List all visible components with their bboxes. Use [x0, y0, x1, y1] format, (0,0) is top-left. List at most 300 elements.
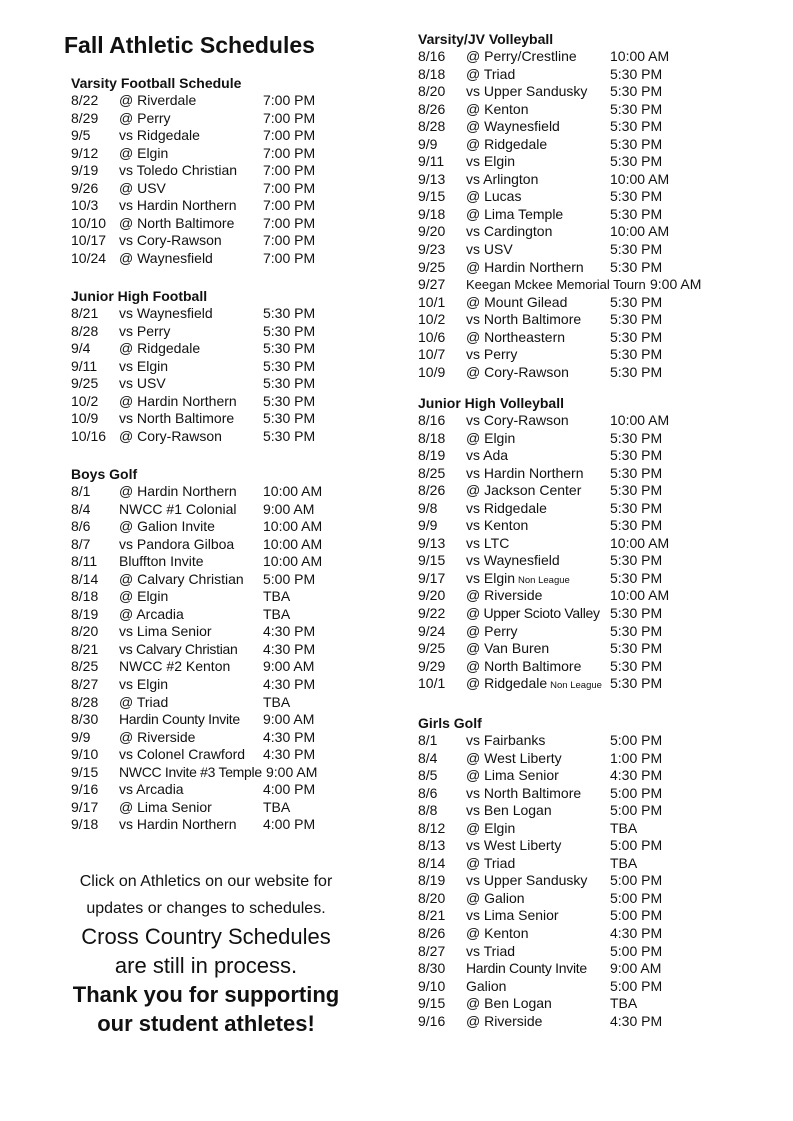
game-date: 10/1: [418, 293, 446, 310]
game-time: 5:30 PM: [610, 241, 663, 258]
game-opponent: [466, 623, 518, 641]
game-time: 5:30 PM: [263, 305, 316, 321]
cross-country-note-line2: are still in process.: [114, 953, 298, 978]
schedule-row: [71, 605, 291, 624]
game-date: 10/6: [418, 328, 446, 345]
opponent-name: @ Triad: [466, 854, 516, 871]
game-opponent: [466, 101, 528, 119]
schedule-row: [418, 83, 663, 101]
game-date: 8/21: [71, 305, 99, 321]
schedule-row: [418, 153, 663, 171]
opponent-name: vs Lima Senior: [119, 623, 212, 640]
game-time: 5:00 PM: [610, 889, 663, 906]
schedule-row: [418, 293, 663, 312]
varsity-volleyball-section: [418, 30, 702, 382]
game-time: TBA: [263, 693, 291, 710]
opponent-name: @ Riverside: [466, 1012, 543, 1029]
game-date: 10/2: [71, 392, 99, 409]
opponent-name: @ Galion: [466, 889, 525, 906]
opponent-name: vs Fairbanks: [466, 732, 546, 748]
opponent-name: vs Kenton: [466, 517, 529, 534]
schedule-row: [71, 109, 316, 128]
game-date: 9/11: [418, 153, 445, 170]
game-time: 9:00 AM: [650, 276, 702, 293]
opponent-name: @ Kenton: [466, 925, 529, 942]
schedule-row: [71, 763, 318, 782]
schedule-row: [418, 837, 663, 855]
game-opponent: [466, 837, 561, 855]
game-opponent: [466, 517, 528, 535]
game-time: 10:00 AM: [263, 553, 323, 570]
website-note-line1: Click on Athletics on our website for: [79, 873, 333, 890]
section-title: Boys Golf: [71, 465, 138, 482]
schedule-row: [71, 728, 316, 747]
game-date: 8/11: [71, 553, 98, 570]
game-time: 5:30 PM: [610, 482, 663, 499]
website-note-line2: updates or changes to schedules.: [86, 900, 326, 917]
opponent-name: @ Elgin: [466, 819, 516, 836]
game-opponent: [119, 606, 184, 624]
schedule-row: [71, 640, 316, 659]
game-date: 9/18: [71, 816, 99, 833]
game-time: 4:30 PM: [263, 728, 316, 745]
non-league-note: Non League: [550, 680, 602, 692]
schedule-row: [71, 553, 323, 571]
schedule-row: [418, 482, 663, 500]
game-date: 8/25: [71, 658, 99, 675]
game-time: 5:30 PM: [610, 499, 663, 516]
schedule-row: [418, 819, 638, 838]
game-time: 5:00 PM: [610, 942, 663, 959]
schedule-row: [418, 872, 663, 890]
opponent-name: vs Hardin Northern: [119, 197, 237, 214]
opponent-name: vs Perry: [119, 322, 171, 339]
game-opponent: [119, 571, 244, 589]
page-title: Fall Athletic Schedules: [64, 32, 315, 58]
game-opponent: [466, 907, 559, 925]
opponent-name: vs Elgin: [119, 357, 169, 374]
game-opponent: [466, 535, 509, 553]
opponent-name: vs Hardin Northern: [466, 464, 584, 481]
schedule-row: [418, 569, 663, 588]
game-date: 9/24: [418, 622, 446, 639]
opponent-name: vs Colonel Crawford: [119, 746, 246, 763]
game-opponent: [119, 711, 240, 729]
game-opponent: [119, 536, 234, 554]
game-time: 5:00 PM: [263, 570, 316, 587]
game-opponent: [466, 364, 569, 382]
schedule-row: [418, 276, 702, 294]
schedule-row: [71, 535, 323, 554]
non-league-note: Non League: [518, 574, 570, 586]
game-opponent: [466, 750, 562, 768]
game-opponent: [119, 92, 196, 110]
game-date: 9/19: [71, 162, 99, 179]
game-opponent: [466, 311, 581, 329]
game-date: 8/4: [418, 749, 438, 766]
game-time: 7:00 PM: [263, 162, 316, 179]
opponent-name: vs Upper Sandusky: [466, 83, 588, 100]
opponent-name: @ Lucas: [466, 188, 522, 205]
game-date: 10/9: [71, 410, 99, 427]
game-time: TBA: [263, 798, 291, 815]
game-time: 10:00 AM: [263, 518, 323, 535]
game-opponent: [466, 136, 547, 154]
game-time: 5:30 PM: [610, 605, 663, 622]
opponent-name: vs North Baltimore: [466, 784, 582, 801]
game-date: 9/10: [418, 977, 446, 994]
opponent-name: vs Cory-Rawson: [466, 412, 569, 428]
schedule-list: [418, 48, 702, 381]
game-date: 9/11: [71, 357, 98, 374]
game-opponent: [119, 145, 168, 163]
game-opponent: [466, 430, 515, 448]
game-time: 4:30 PM: [263, 676, 316, 693]
schedule-row: [418, 311, 663, 329]
opponent-name: @ North Baltimore: [119, 214, 235, 231]
schedule-row: [418, 1012, 663, 1031]
opponent-name: vs Upper Sandusky: [466, 872, 588, 889]
game-opponent: [466, 83, 587, 101]
section-title: Varsity Football Schedule: [71, 74, 242, 91]
schedule-row: [418, 925, 663, 943]
game-date: 10/3: [71, 197, 99, 214]
section-title: Junior High Volleyball: [418, 394, 564, 411]
game-opponent: [466, 294, 567, 312]
opponent-name: vs Elgin: [466, 569, 516, 586]
opponent-name: @ Upper Scioto Valley: [466, 605, 600, 622]
game-date: 8/27: [418, 942, 446, 959]
schedule-row: [71, 305, 316, 323]
game-time: TBA: [610, 995, 638, 1012]
game-opponent: [466, 995, 552, 1013]
opponent-name: @ Jackson Center: [466, 482, 582, 499]
schedule-row: [71, 781, 316, 799]
schedule-row: [418, 258, 663, 277]
schedule-row: [71, 322, 316, 341]
schedule-row: [71, 816, 316, 834]
opponent-name: @ Waynesfield: [466, 118, 560, 135]
schedule-row: [418, 942, 663, 961]
schedule-list: [71, 305, 316, 445]
schedule-row: [418, 534, 670, 553]
opponent-name: vs West Liberty: [466, 837, 562, 854]
game-date: 8/13: [418, 837, 446, 854]
game-time: 10:00 AM: [610, 587, 670, 604]
game-opponent: [466, 943, 515, 961]
game-time: 5:30 PM: [610, 205, 663, 222]
game-date: 10/24: [71, 249, 107, 266]
schedule-row: [418, 587, 670, 605]
game-opponent: [466, 767, 559, 785]
game-time: 5:30 PM: [263, 410, 316, 427]
game-opponent: [119, 358, 168, 376]
game-opponent: [119, 518, 215, 536]
game-date: 8/19: [418, 872, 446, 889]
schedule-row: [71, 500, 315, 519]
game-time: 5:30 PM: [263, 322, 316, 339]
game-time: 4:30 PM: [263, 640, 316, 657]
game-opponent: [466, 206, 563, 224]
schedule-row: [71, 427, 316, 446]
game-opponent: [119, 180, 166, 198]
game-opponent: [119, 553, 204, 571]
varsity-football-section: [71, 74, 316, 268]
game-date: 8/14: [418, 854, 446, 871]
game-opponent: [466, 482, 581, 500]
game-opponent: [466, 605, 600, 623]
game-opponent: [466, 587, 542, 605]
game-opponent: [466, 171, 538, 189]
game-opponent: [466, 500, 547, 518]
game-date: 10/7: [418, 346, 446, 363]
game-date: 8/1: [418, 732, 438, 748]
game-opponent: [466, 855, 515, 873]
game-opponent: [466, 447, 508, 465]
opponent-name: @ Northeastern: [466, 328, 566, 345]
game-date: 9/17: [71, 798, 99, 815]
schedule-row: [71, 179, 316, 198]
game-opponent: [466, 552, 560, 570]
thank-you-line2: our student athletes!: [97, 1011, 315, 1036]
schedule-row: [418, 675, 663, 693]
game-date: 8/28: [71, 693, 99, 710]
opponent-name: @ Waynesfield: [119, 249, 213, 266]
opponent-name: vs Perry: [466, 346, 518, 363]
game-date: 9/17: [418, 569, 446, 586]
game-date: 8/27: [71, 676, 99, 693]
section-title: Junior High Football: [71, 287, 208, 304]
schedule-row: [71, 340, 316, 358]
game-opponent: [119, 781, 184, 799]
footer-message: [52, 868, 360, 1038]
opponent-name: @ Lima Temple: [466, 205, 564, 222]
game-time: 9:00 AM: [263, 658, 315, 675]
schedule-list: [418, 412, 670, 693]
game-opponent: [119, 232, 222, 250]
game-time: 5:30 PM: [610, 65, 663, 82]
opponent-name: @ Perry/Crestline: [466, 48, 577, 64]
game-opponent: [466, 223, 552, 241]
opponent-name: vs Arcadia: [119, 781, 184, 798]
opponent-name: NWCC #1 Colonial: [119, 500, 237, 517]
game-opponent: [466, 675, 602, 695]
schedule-row: [71, 798, 291, 817]
opponent-name: vs Elgin: [119, 676, 169, 693]
game-date: 8/26: [418, 925, 446, 942]
game-time: 4:00 PM: [263, 816, 316, 833]
game-time: 5:30 PM: [610, 552, 663, 569]
game-opponent: [119, 197, 237, 215]
opponent-name: @ Ridgedale: [466, 675, 548, 692]
game-date: 9/10: [71, 746, 99, 763]
opponent-name: vs Ridgedale: [119, 127, 200, 144]
game-opponent: [119, 305, 213, 323]
game-time: 5:30 PM: [263, 375, 316, 392]
schedule-row: [418, 464, 663, 483]
game-date: 9/13: [418, 170, 446, 187]
game-date: 9/18: [418, 205, 446, 222]
game-time: 5:30 PM: [263, 392, 316, 409]
game-opponent: [119, 393, 237, 411]
game-opponent: [119, 729, 195, 747]
game-date: 9/15: [418, 995, 446, 1012]
game-date: 8/18: [418, 429, 446, 446]
game-time: 5:00 PM: [610, 907, 663, 924]
schedule-row: [71, 483, 323, 501]
schedule-row: [418, 447, 663, 465]
game-date: 8/8: [418, 802, 438, 819]
game-date: 9/8: [418, 499, 438, 516]
schedule-row: [71, 144, 316, 163]
game-time: 5:30 PM: [610, 258, 663, 275]
schedule-row: [71, 375, 316, 393]
opponent-name: @ West Liberty: [466, 749, 562, 766]
game-time: 5:30 PM: [610, 118, 663, 135]
game-date: 8/18: [418, 65, 446, 82]
schedule-row: [418, 960, 662, 978]
game-opponent: [119, 658, 230, 676]
schedule-row: [418, 205, 663, 224]
schedule-row: [418, 977, 663, 996]
game-opponent: [466, 802, 552, 820]
game-time: 5:30 PM: [263, 427, 316, 444]
game-time: 10:00 AM: [610, 223, 670, 240]
game-time: 4:30 PM: [610, 925, 663, 942]
game-opponent: [466, 820, 515, 838]
schedule-row: [71, 746, 316, 764]
opponent-name: @ Hardin Northern: [119, 483, 237, 499]
game-time: 5:30 PM: [610, 83, 663, 100]
opponent-name: vs Cory-Rawson: [119, 232, 222, 249]
opponent-name: @ Ridgedale: [466, 135, 548, 152]
game-opponent: [466, 732, 545, 750]
game-time: 9:00 AM: [610, 960, 662, 977]
game-date: 9/27: [418, 276, 446, 293]
schedule-row: [418, 241, 663, 259]
game-opponent: [466, 872, 587, 890]
game-time: 7:00 PM: [263, 92, 316, 108]
opponent-name: @ Mount Gilead: [466, 293, 568, 310]
game-date: 8/20: [418, 889, 446, 906]
junior-high-volleyball-section: [418, 394, 670, 693]
game-time: 4:30 PM: [263, 746, 316, 763]
schedule-row: [71, 127, 316, 145]
opponent-name: @ Ridgedale: [119, 340, 201, 357]
game-date: 8/5: [418, 767, 438, 784]
opponent-name: Keegan Mckee Memorial Tourn: [466, 277, 646, 293]
game-date: 9/20: [418, 587, 446, 604]
game-opponent: [119, 623, 212, 641]
schedule-row: [71, 711, 315, 729]
game-date: 8/19: [418, 447, 446, 464]
game-date: 10/17: [71, 232, 107, 249]
schedule-row: [71, 570, 316, 589]
game-date: 9/9: [418, 135, 438, 152]
schedule-row: [418, 605, 663, 623]
game-time: 10:00 AM: [610, 412, 670, 428]
cross-country-note-line1: Cross Country Schedules: [81, 924, 331, 949]
game-time: 7:00 PM: [263, 179, 316, 196]
game-time: 4:30 PM: [263, 623, 316, 640]
game-time: 5:30 PM: [610, 363, 663, 380]
game-opponent: [119, 764, 262, 782]
game-time: 5:00 PM: [610, 732, 663, 748]
schedule-row: [71, 357, 316, 376]
game-time: 7:00 PM: [263, 144, 316, 161]
game-time: 5:30 PM: [610, 153, 663, 170]
game-opponent: [466, 890, 525, 908]
game-opponent: [119, 676, 168, 694]
game-date: 9/4: [71, 340, 91, 357]
game-opponent: [119, 215, 234, 233]
game-date: 9/9: [71, 728, 91, 745]
schedule-row: [418, 118, 663, 136]
game-opponent: [466, 188, 521, 206]
schedule-row: [418, 802, 663, 820]
schedule-row: [71, 249, 316, 268]
opponent-name: Galion: [466, 977, 507, 994]
schedule-row: [418, 412, 670, 430]
game-time: 4:00 PM: [263, 781, 316, 798]
game-time: 5:30 PM: [263, 340, 316, 357]
boys-golf-section: [71, 465, 323, 834]
game-opponent: [466, 48, 577, 66]
schedule-row: [418, 188, 663, 206]
opponent-name: @ Cory-Rawson: [119, 427, 222, 444]
opponent-name: @ North Baltimore: [466, 657, 582, 674]
game-time: 5:30 PM: [610, 657, 663, 674]
game-date: 10/1: [418, 675, 446, 692]
game-date: 8/29: [71, 109, 99, 126]
game-date: 10/10: [71, 214, 107, 231]
game-time: 5:00 PM: [610, 977, 663, 994]
game-date: 9/16: [418, 1012, 446, 1029]
schedule-list: [418, 732, 663, 1030]
game-time: 5:30 PM: [610, 640, 663, 657]
opponent-name: vs USV: [119, 375, 166, 392]
opponent-name: vs Ada: [466, 447, 509, 464]
opponent-name: @ Galion Invite: [119, 518, 215, 535]
game-date: 9/26: [71, 179, 99, 196]
game-opponent: [119, 162, 237, 180]
game-opponent: [466, 785, 581, 803]
game-date: 8/6: [71, 518, 91, 535]
schedule-row: [418, 552, 663, 570]
game-time: 9:00 AM: [266, 763, 318, 780]
game-time: 10:00 AM: [263, 535, 323, 552]
game-date: 10/9: [418, 363, 446, 380]
opponent-name: @ Van Buren: [466, 640, 550, 657]
schedule-row: [418, 767, 663, 785]
opponent-name: vs Triad: [466, 942, 516, 959]
game-date: 9/25: [71, 375, 99, 392]
game-date: 8/20: [71, 623, 99, 640]
game-opponent: [119, 410, 234, 428]
schedule-row: [418, 995, 638, 1013]
schedule-row: [418, 889, 663, 908]
schedule-row: [418, 517, 663, 535]
opponent-name: @ Ben Logan: [466, 995, 552, 1012]
section-title: Varsity/JV Volleyball: [418, 30, 554, 47]
game-date: 10/2: [418, 311, 446, 328]
game-time: 5:30 PM: [263, 357, 316, 374]
game-opponent: [119, 375, 166, 393]
opponent-name: vs Hardin Northern: [119, 816, 237, 833]
game-opponent: [466, 640, 549, 658]
game-date: 9/23: [418, 241, 446, 258]
game-opponent: [119, 746, 245, 764]
